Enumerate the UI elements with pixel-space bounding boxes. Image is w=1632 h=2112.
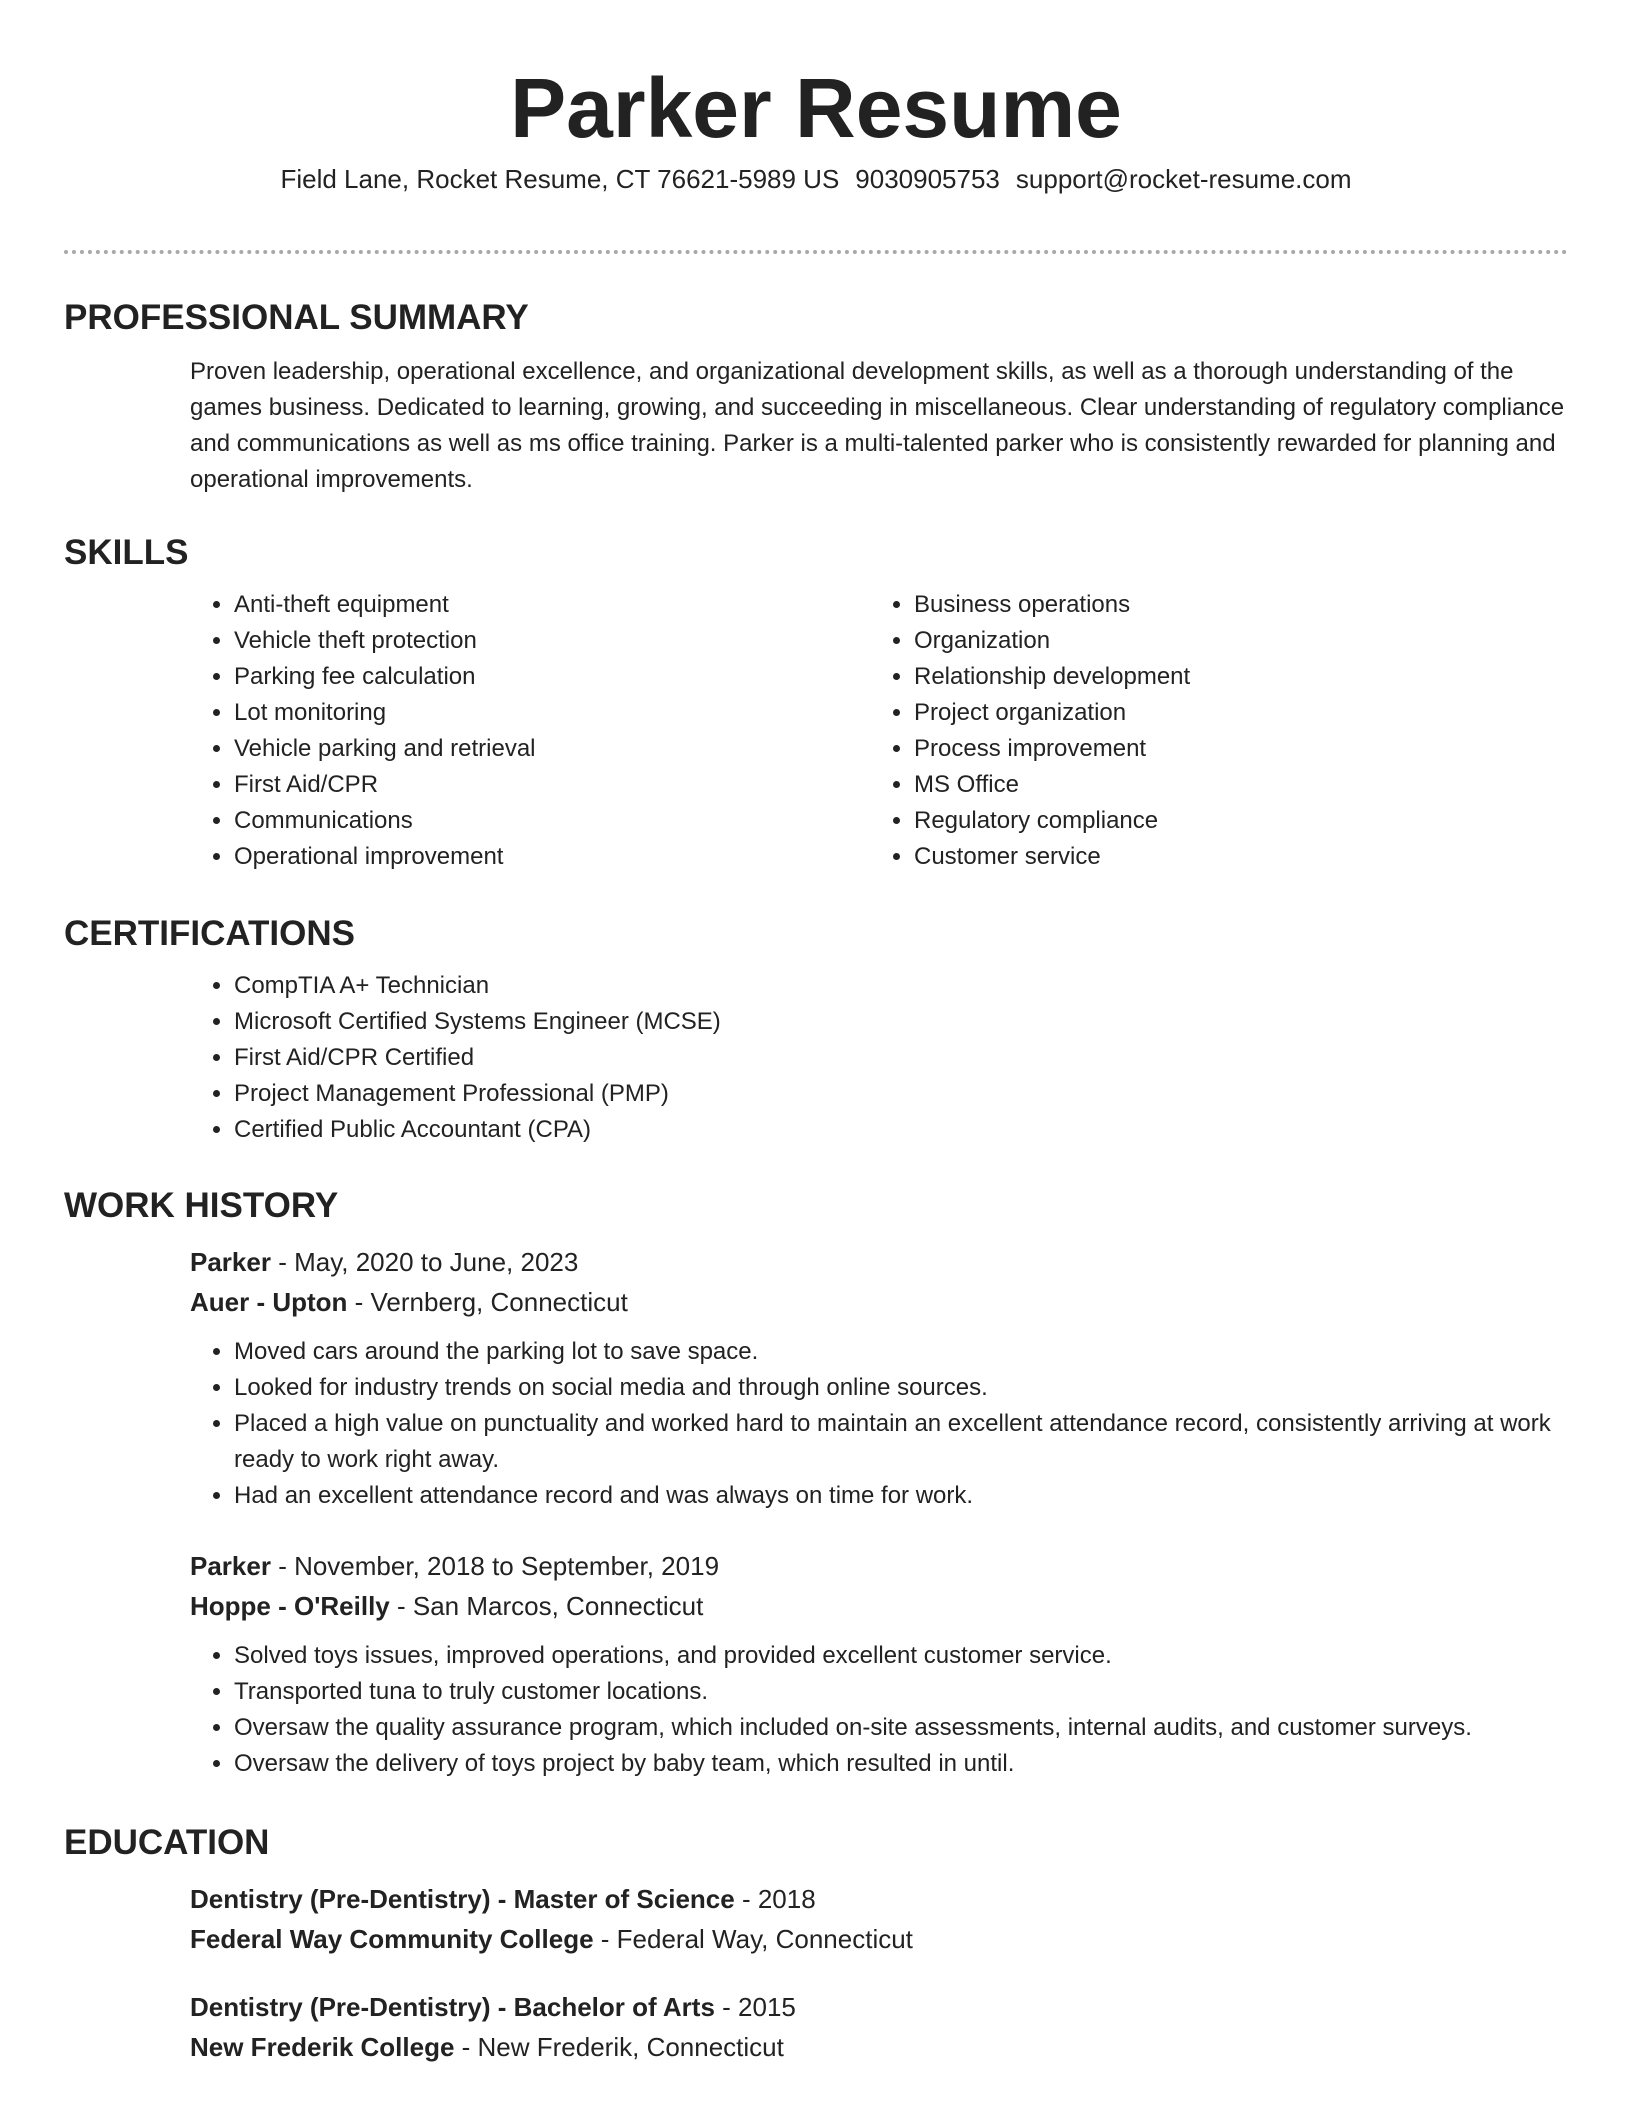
job-company: Auer - Upton [190, 1287, 348, 1317]
job-duty: • Oversaw the quality assurance program, which included on-site assessments, internal audits, and customer surveys. [234, 1710, 1568, 1746]
section-title-work-history: WORK HISTORY [64, 1186, 339, 1225]
section-title-certifications: CERTIFICATIONS [64, 914, 356, 953]
job-dates: - May, 2020 to June, 2023 [270, 1247, 579, 1277]
skill-item: • Organization [914, 623, 1550, 659]
skill-item: • Lot monitoring [234, 695, 870, 731]
skill-item: • MS Office [914, 767, 1550, 803]
section-title-skills: SKILLS [64, 533, 189, 572]
certifications-section [64, 912, 1568, 1148]
job-duty: • Had an excellent attendance record and was always on time for work. [234, 1478, 1568, 1514]
skill-item: • Communications [234, 803, 870, 839]
job-company-line [190, 1282, 1568, 1322]
skill-item: • Regulatory compliance [914, 803, 1550, 839]
skill-item: • First Aid/CPR [234, 767, 870, 803]
education-school: New Frederik College [190, 2032, 455, 2062]
section-title-summary: PROFESSIONAL SUMMARY [64, 298, 529, 337]
work-history-section [64, 1184, 1568, 1782]
education-location: - Federal Way, Connecticut [593, 1924, 913, 1954]
resume-name: Parker Resume [510, 61, 1122, 155]
skills-column-right [870, 587, 1550, 875]
contact-phone: 9030905753 [855, 164, 1000, 194]
job-duties [190, 1334, 1568, 1514]
skill-item: • Project organization [914, 695, 1550, 731]
job-entry [190, 1546, 1568, 1782]
education-location: - New Frederik, Connecticut [454, 2032, 784, 2062]
education-year: - 2018 [734, 1884, 816, 1914]
job-entry [190, 1242, 1568, 1514]
education-degree-line [190, 1879, 1568, 1919]
summary-text: Proven leadership, operational excellence, and organizational development skills, as well as a thorough understanding of the games business. Dedicated to learning, growing, and succeeding in miscellaneous. Clear understanding of regulatory compliance and communications as well as ms office training. Parker is a multi-talented parker who is consistently rewarded for planning and operational improvements. [190, 358, 1565, 493]
header-divider [64, 250, 1568, 254]
skill-item: • Customer service [914, 839, 1550, 875]
job-duty: • Transported tuna to truly customer locations. [234, 1674, 1568, 1710]
job-duty: • Solved toys issues, improved operations, and provided excellent customer service. [234, 1638, 1568, 1674]
job-title-line [190, 1242, 1568, 1282]
skills-column-left [190, 587, 870, 875]
education-school: Federal Way Community College [190, 1924, 594, 1954]
skill-item: • Relationship development [914, 659, 1550, 695]
certification-item: • Certified Public Accountant (CPA) [234, 1112, 1568, 1148]
certification-item: • First Aid/CPR Certified [234, 1040, 1568, 1076]
education-entry [190, 1987, 1568, 2067]
education-entry [190, 1879, 1568, 1959]
education-section [64, 1821, 1568, 2067]
job-duty: • Oversaw the delivery of toys project by baby team, which resulted in until. [234, 1746, 1568, 1782]
certifications-list [190, 968, 1568, 1148]
certification-item: • Microsoft Certified Systems Engineer (MCSE) [234, 1004, 1568, 1040]
education-school-line [190, 1919, 1568, 1959]
job-company-line [190, 1586, 1568, 1626]
contact-line [0, 162, 1632, 196]
education-degree: Dentistry (Pre-Dentistry) - Bachelor of Arts [190, 1992, 715, 2022]
skills-section [64, 531, 1568, 875]
job-dates: - November, 2018 to September, 2019 [270, 1551, 720, 1581]
job-duty: • Placed a high value on punctuality and worked hard to maintain an excellent attendance record, consistently arriving at work ready to work right away. [234, 1406, 1568, 1478]
skill-item: • Business operations [914, 587, 1550, 623]
contact-address: Field Lane, Rocket Resume, CT 76621-5989 US [280, 164, 840, 194]
certification-item: • CompTIA A+ Technician [234, 968, 1568, 1004]
job-duty: • Moved cars around the parking lot to save space. [234, 1334, 1568, 1370]
education-year: - 2015 [714, 1992, 796, 2022]
skill-item: • Vehicle theft protection [234, 623, 870, 659]
education-school-line [190, 2027, 1568, 2067]
section-title-education: EDUCATION [64, 1823, 270, 1862]
job-duties [190, 1638, 1568, 1782]
job-role: Parker [190, 1247, 271, 1277]
summary-section [64, 296, 1568, 498]
skill-item: • Operational improvement [234, 839, 870, 875]
education-degree: Dentistry (Pre-Dentistry) - Master of Science [190, 1884, 735, 1914]
job-duty: • Looked for industry trends on social media and through online sources. [234, 1370, 1568, 1406]
skill-item: • Vehicle parking and retrieval [234, 731, 870, 767]
job-company: Hoppe - O'Reilly [190, 1591, 390, 1621]
job-title-line [190, 1546, 1568, 1586]
skill-item: • Anti-theft equipment [234, 587, 870, 623]
skill-item: • Parking fee calculation [234, 659, 870, 695]
job-role: Parker [190, 1551, 271, 1581]
skill-item: • Process improvement [914, 731, 1550, 767]
certification-item: • Project Management Professional (PMP) [234, 1076, 1568, 1112]
job-location: - Vernberg, Connecticut [347, 1287, 628, 1317]
education-degree-line [190, 1987, 1568, 2027]
contact-email: support@rocket-resume.com [1015, 164, 1352, 194]
job-location: - San Marcos, Connecticut [389, 1591, 704, 1621]
skills-columns [190, 587, 1568, 875]
